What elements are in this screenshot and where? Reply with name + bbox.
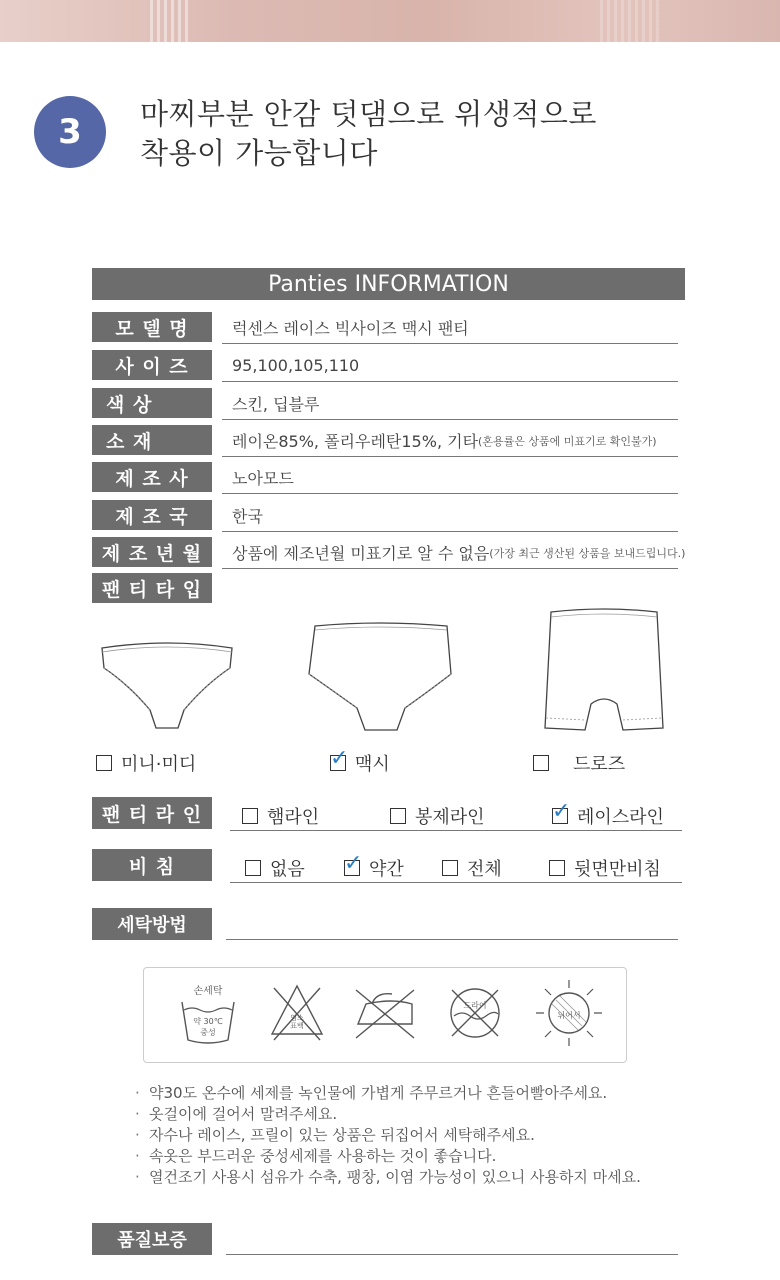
panty-line-option-sewn[interactable]	[390, 803, 485, 829]
shade-dry-icon	[534, 978, 604, 1048]
option-label: 뒷면만비침	[574, 859, 661, 880]
info-row-date	[92, 537, 686, 569]
option-label: 없음	[270, 859, 305, 880]
see-through-option-full[interactable]	[442, 855, 502, 881]
drawers-panty-icon	[543, 608, 665, 734]
svg-text:약 30℃: 약 30℃	[193, 1017, 223, 1026]
svg-text:표백: 표백	[290, 1022, 304, 1030]
step-line-2: 착용이 가능합니다	[140, 136, 378, 170]
info-label: 제 조 사	[92, 462, 212, 492]
see-through-option-none[interactable]	[245, 855, 305, 881]
washing-note: · 열건조기 사용시 섬유가 수축, 팽창, 이염 가능성이 있으니 사용하지 마세요.	[133, 1167, 641, 1188]
see-through-option-back-only[interactable]	[549, 855, 661, 881]
quality-guarantee-label: 품질보증	[92, 1223, 212, 1255]
info-value: 럭센스 레이스 빅사이즈 맥시 팬티	[222, 312, 678, 344]
checkbox[interactable]	[96, 755, 112, 771]
step-description	[140, 95, 740, 173]
see-through-label-text: 비 침	[128, 855, 176, 878]
washing-note: · 자수나 레이스, 프릴이 있는 상품은 뒤집어서 세탁해주세요.	[133, 1125, 641, 1146]
care-symbols-box	[143, 967, 627, 1063]
product-photo-strip	[0, 0, 780, 42]
see-through-option-slight[interactable]	[344, 851, 404, 881]
checkbox[interactable]	[242, 808, 258, 824]
see-through-row	[92, 849, 682, 883]
lace-trim-detail	[150, 0, 190, 42]
washing-notes-list	[133, 1083, 641, 1188]
checkbox-checked[interactable]	[344, 851, 363, 876]
info-label: 제 조 년 월	[92, 537, 212, 567]
checkbox[interactable]	[442, 860, 458, 876]
section-underline	[226, 939, 678, 940]
svg-text:드라이: 드라이	[463, 1001, 487, 1010]
row-underline	[230, 830, 682, 831]
checkmark-icon: ✓	[552, 799, 571, 824]
washing-note: · 약30도 온수에 세제를 녹인물에 가볍게 주무르거나 흔들어빨아주세요.	[133, 1083, 641, 1104]
checkbox[interactable]	[549, 860, 565, 876]
svg-text:중성: 중성	[200, 1028, 216, 1037]
checkbox-checked[interactable]	[552, 799, 571, 824]
mini-midi-panty-icon	[98, 640, 236, 732]
info-label: 제 조 국	[92, 500, 212, 530]
info-value: 한국	[222, 500, 678, 532]
info-row-manufacturer	[92, 462, 678, 494]
no-bleach-icon	[268, 982, 326, 1044]
checkbox-checked[interactable]	[330, 746, 349, 771]
info-value: 95,100,105,110	[222, 350, 678, 382]
svg-text:손세탁: 손세탁	[193, 986, 223, 997]
info-row-model	[92, 312, 678, 344]
checkmark-icon: ✓	[330, 746, 349, 771]
option-label: 전체	[467, 859, 502, 880]
lace-trim-detail	[600, 0, 660, 42]
info-label	[92, 388, 212, 418]
checkbox[interactable]	[533, 755, 549, 771]
no-iron-icon	[352, 984, 418, 1042]
washing-note: · 옷걸이에 걸어서 말려주세요.	[133, 1104, 641, 1125]
info-label	[92, 425, 212, 455]
option-label: 봉제라인	[415, 807, 485, 828]
step-line-1: 마찌부분 안감 덧댐으로 위생적으로	[140, 97, 597, 131]
option-label: 드로즈	[573, 754, 626, 775]
panty-type-option-mini-midi[interactable]	[96, 750, 196, 776]
info-value: 스킨, 딥블루	[222, 388, 678, 420]
option-label: 약간	[369, 859, 404, 880]
svg-text:뉘어서: 뉘어서	[557, 1011, 581, 1020]
maxi-panty-icon	[305, 622, 455, 734]
hand-wash-icon	[178, 980, 238, 1052]
washing-method-label: 세탁방법	[92, 908, 212, 940]
option-label: 미니·미디	[121, 754, 197, 775]
info-table-header: Panties INFORMATION	[92, 268, 685, 300]
info-row-size	[92, 350, 678, 382]
panty-line-label: 팬 티 라 인	[92, 797, 212, 829]
panty-type-label: 팬 티 타 입	[92, 573, 212, 603]
washing-note: · 속옷은 부드러운 중성세제를 사용하는 것이 좋습니다.	[133, 1146, 641, 1167]
info-note: (가장 최근 생산된 상품을 보내드립니다.)	[489, 546, 686, 560]
step-number-badge: 3	[34, 96, 106, 168]
option-label: 레이스라인	[577, 807, 664, 828]
panty-line-option-ham[interactable]	[242, 803, 319, 829]
svg-text:염소: 염소	[290, 1014, 304, 1022]
see-through-label	[92, 849, 212, 881]
info-value: 상품에 제조년월 미표기로 알 수 없음 (가장 최근 생산된 상품을 보내드립니다.)	[222, 537, 678, 569]
option-label: 햄라인	[267, 807, 320, 828]
panty-line-row	[92, 797, 682, 831]
info-label-text: 색 상	[106, 393, 153, 416]
row-underline	[230, 882, 682, 883]
info-label: 사 이 즈	[92, 350, 212, 380]
info-value: 레이온85%, 폴리우레탄15%, 기타 (혼용률은 상품에 미표기로 확인불가)	[222, 425, 678, 457]
info-row-material	[92, 425, 678, 457]
checkbox[interactable]	[390, 808, 406, 824]
info-row-color	[92, 388, 678, 420]
info-value: 노아모드	[222, 462, 678, 494]
info-row-country	[92, 500, 678, 532]
section-underline	[226, 1254, 678, 1255]
panty-type-option-maxi[interactable]	[330, 746, 390, 776]
checkmark-icon: ✓	[344, 851, 363, 876]
checkbox[interactable]	[245, 860, 261, 876]
panty-line-option-lace[interactable]	[552, 799, 664, 829]
no-dry-clean-icon	[444, 982, 506, 1044]
option-label: 맥시	[355, 754, 390, 775]
info-note: (혼용률은 상품에 미표기로 확인불가)	[478, 434, 657, 448]
panty-type-option-drawers[interactable]	[533, 750, 625, 776]
info-label-text: 소 재	[106, 430, 153, 453]
info-label: 모 델 명	[92, 312, 212, 342]
